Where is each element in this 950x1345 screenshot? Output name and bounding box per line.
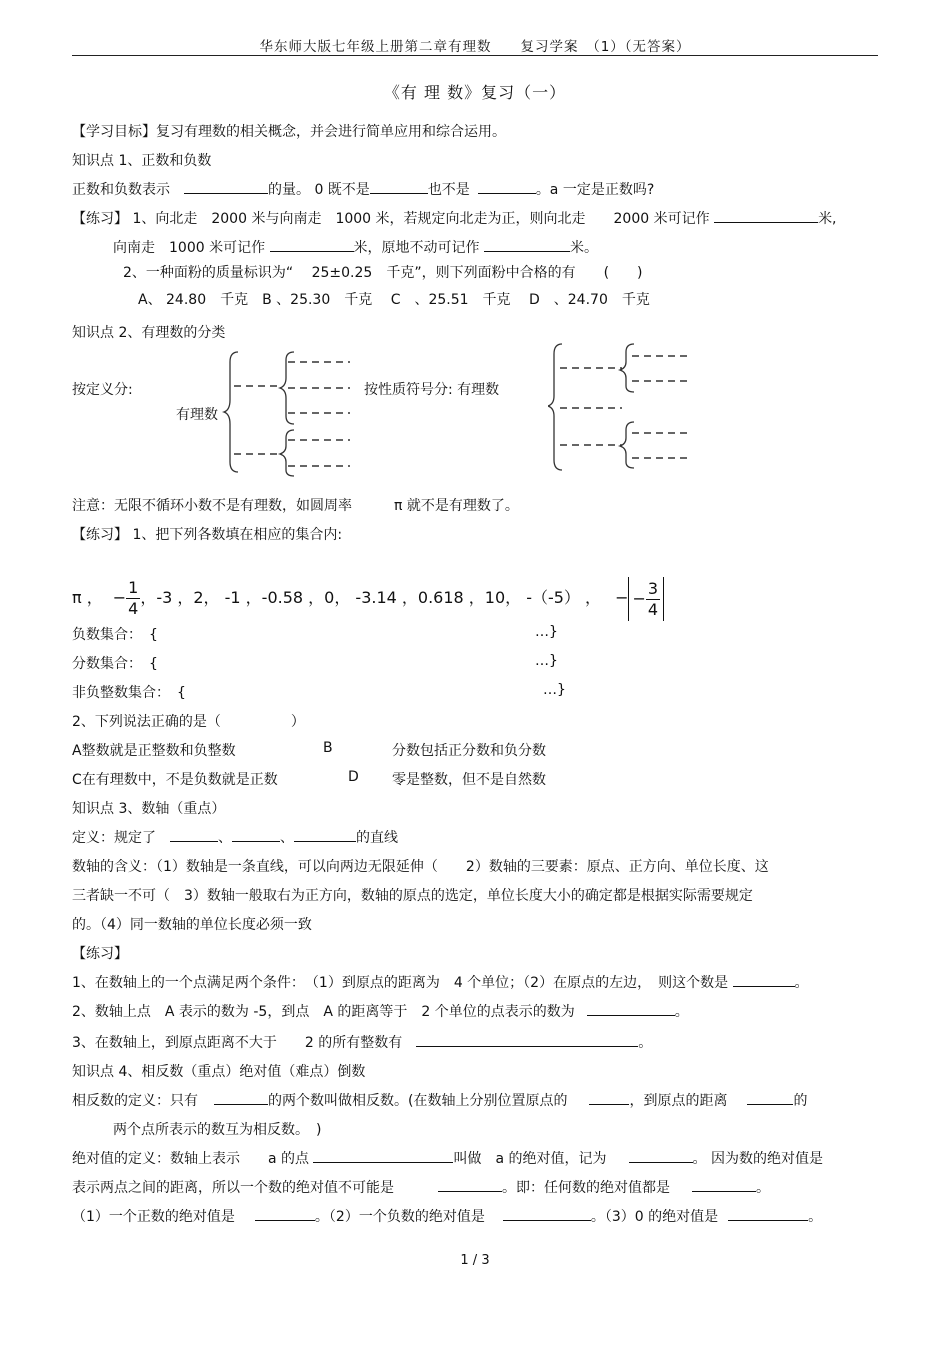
k4-abs-line2: 表示两点之间的距离，所以一个数的绝对值不可能是 。即：任何数的绝对值都是 。 bbox=[72, 1177, 770, 1197]
nonneg-set-end: …} bbox=[543, 682, 566, 698]
k3-meaning-3: 的。（4）同一数轴的单位长度必须一致 bbox=[72, 917, 312, 933]
negative-set-end: …} bbox=[535, 624, 558, 640]
number-list: π ， − $\frac{1}{4}$ ，-3 ，2， -1 ，-0.58 ，0， -3.14 ，0.618 ，10， -（-5） ， − − $\frac{3}{4}$ bbox=[72, 574, 664, 622]
k2-heading: 知识点 2、有理数的分类 bbox=[72, 325, 226, 341]
blank[interactable] bbox=[733, 972, 795, 987]
k3-exercise-tag: 【练习】 bbox=[72, 946, 128, 962]
k1-ex1-line2: 向南走 1000 米可记作 米，原地不动可记作 米。 bbox=[113, 237, 598, 257]
rational-label: 有理数 bbox=[176, 407, 218, 423]
k2-exercise-title: 【练习】 1、把下列各数填在相应的集合内: bbox=[72, 527, 343, 543]
k1-ex1-line1: 【练习】 1、向北走 2000 米与向南走 1000 米，若规定向北走为正，则向北走 2000 米可记作 米, bbox=[72, 208, 837, 228]
option-b-tag: B bbox=[323, 740, 333, 756]
by-definition-label: 按定义分: bbox=[72, 382, 133, 398]
fraction-one-quarter: $\frac{1}{4}$ bbox=[128, 578, 139, 618]
blank[interactable] bbox=[728, 1206, 808, 1221]
k4-opposite-line2: 两个点所表示的数互为相反数。 ) bbox=[113, 1122, 322, 1138]
k3-meaning-1: 数轴的含义：（1）数轴是一条直线，可以向两边无限延伸（ 2）数轴的三要素：原点、正方向、单位长度、这 bbox=[72, 859, 769, 875]
blank[interactable] bbox=[416, 1032, 638, 1047]
blank[interactable] bbox=[438, 1177, 502, 1192]
blank[interactable] bbox=[484, 237, 570, 252]
blank[interactable] bbox=[232, 827, 280, 842]
k4-opposite-line1: 相反数的定义：只有 的两个数叫做相反数。(在数轴上分别位置原点的 ，到原点的距离 的 bbox=[72, 1090, 807, 1110]
k1-ex2: 2、一种面粉的质量标识为“ 25±0.25 千克”，则下列面粉中合格的有 ( ) bbox=[123, 265, 643, 281]
by-sign-label: 按性质符号分: 有理数 bbox=[364, 382, 500, 398]
blank[interactable] bbox=[587, 1001, 675, 1016]
k3-ex2: 2、数轴上点 A 表示的数为 -5，到点 A 的距离等于 2 个单位的点表示的数为 。 bbox=[72, 1001, 689, 1021]
blank[interactable] bbox=[714, 208, 818, 223]
abs-value-expression: − $\frac{3}{4}$ bbox=[628, 577, 664, 621]
learning-goal: 【学习目标】复习有理数的相关概念，并会进行简单应用和综合运用。 bbox=[72, 124, 506, 140]
page-header: 华东师大版七年级上册第二章有理数 复习学案 （1）（无答案） bbox=[259, 39, 691, 55]
header-rule bbox=[72, 55, 878, 56]
option-b: 分数包括正分数和负分数 bbox=[392, 743, 546, 759]
blank[interactable] bbox=[478, 179, 536, 194]
doc-title: 《有 理 数》复习（一） bbox=[383, 83, 567, 102]
blank[interactable] bbox=[184, 179, 268, 194]
blank[interactable] bbox=[747, 1090, 793, 1105]
k3-heading: 知识点 3、数轴（重点） bbox=[72, 801, 226, 817]
blank[interactable] bbox=[170, 827, 218, 842]
option-d: 零是整数，但不是自然数 bbox=[392, 772, 546, 788]
blank[interactable] bbox=[503, 1206, 591, 1221]
option-d-tag: D bbox=[348, 769, 359, 785]
k2-note: 注意：无限不循环小数不是有理数，如圆周率 π 就不是有理数了。 bbox=[72, 498, 519, 514]
nonneg-integer-set: 非负整数集合： { bbox=[72, 685, 186, 701]
k4-abs-line1: 绝对值的定义：数轴上表示 a 的点 叫做 a 的绝对值，记为 。 因为数的绝对值是 bbox=[72, 1148, 823, 1168]
blank[interactable] bbox=[692, 1177, 756, 1192]
blank[interactable] bbox=[629, 1148, 693, 1163]
k1-ex2-options: A、 24.80 千克 B 、25.30 千克 C 、25.51 千克 D 、24.70 千克 bbox=[138, 292, 650, 308]
option-c: C在有理数中，不是负数就是正数 bbox=[72, 772, 278, 788]
k1-heading: 知识点 1、正数和负数 bbox=[72, 153, 212, 169]
blank[interactable] bbox=[214, 1090, 268, 1105]
blank[interactable] bbox=[313, 1148, 453, 1163]
blank[interactable] bbox=[294, 827, 356, 842]
k3-ex3: 3、在数轴上，到原点距离不大于 2 的所有整数有 。 bbox=[72, 1032, 652, 1052]
option-a: A整数就是正整数和负整数 bbox=[72, 743, 236, 759]
k3-definition: 定义：规定了 、 、 的直线 bbox=[72, 827, 398, 847]
negative-set: 负数集合： { bbox=[72, 627, 158, 643]
definition-classification-tree bbox=[222, 348, 362, 478]
page-number: 1 / 3 bbox=[460, 1253, 490, 1268]
k4-heading: 知识点 4、相反数（重点）绝对值（难点）倒数 bbox=[72, 1064, 366, 1080]
blank[interactable] bbox=[370, 179, 428, 194]
k1-fill-line: 正数和负数表示 的量。 0 既不是 也不是 。a 一定是正数吗? bbox=[72, 179, 654, 199]
fraction-set-end: …} bbox=[535, 653, 558, 669]
k4-abs-line3: （1）一个正数的绝对值是 。（2）一个负数的绝对值是 。（3）0 的绝对值是 。 bbox=[72, 1206, 822, 1226]
blank[interactable] bbox=[270, 237, 354, 252]
blank[interactable] bbox=[589, 1090, 629, 1105]
k3-ex1: 1、在数轴上的一个点满足两个条件： （1）到原点的距离为 4 个单位；（2）在原点的左边， 则这个数是 。 bbox=[72, 972, 809, 992]
fraction-set: 分数集合： { bbox=[72, 656, 158, 672]
question-2: 2、下列说法正确的是（ ） bbox=[72, 714, 305, 730]
k3-meaning-2: 三者缺一不可（ 3）数轴一般取右为正方向，数轴的原点的选定，单位长度大小的确定都是根据实际需要规定 bbox=[72, 888, 753, 904]
sign-classification-tree bbox=[548, 340, 698, 474]
blank[interactable] bbox=[255, 1206, 315, 1221]
